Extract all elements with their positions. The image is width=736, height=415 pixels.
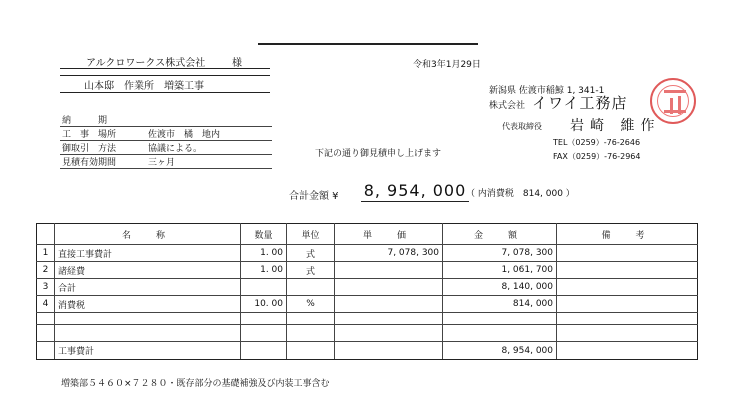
addressee-honorific: 様 (232, 58, 242, 69)
row-note (557, 262, 698, 279)
info-row-validity (60, 155, 272, 169)
info-value: 佐渡市 橘 地内 (148, 130, 221, 140)
company-fax: FAX（0259）-76-2964 (553, 152, 641, 161)
info-row-payment (60, 141, 272, 155)
table-row (37, 279, 698, 296)
estimate-message: 下記の通り御見積申し上げます (315, 149, 442, 159)
company-type: 株式会社 (489, 101, 526, 111)
company-name: イワイ工務店 (532, 94, 628, 112)
company-tel: TEL（0259）-76-2646 (553, 138, 641, 147)
row-note (557, 296, 698, 313)
row-unit-price (335, 296, 443, 313)
info-table (60, 113, 272, 169)
row-no: 3 (37, 279, 55, 296)
row-unit-price: 7, 078, 300 (335, 245, 443, 262)
total-amount-label: 合計金額 ¥ (289, 191, 339, 202)
row-no: 2 (37, 262, 55, 279)
table-row (37, 262, 698, 279)
table-row-final (37, 342, 698, 360)
representative-name: 岩崎 維作 (570, 118, 661, 134)
estimate-table (36, 223, 698, 360)
row-unit: % (287, 296, 335, 313)
info-value: 三ヶ月 (148, 158, 176, 168)
row-amount: 1, 061, 700 (443, 262, 557, 279)
header-no (37, 224, 55, 245)
header-name: 名 称 (55, 224, 241, 245)
company-seal-stamp (650, 78, 696, 124)
row-unit: 式 (287, 245, 335, 262)
row-note (557, 279, 698, 296)
info-label: 見積有効期間 (62, 158, 117, 168)
row-no: 4 (37, 296, 55, 313)
header-unit-price: 単 価 (335, 224, 443, 245)
row-unit: 式 (287, 262, 335, 279)
header-unit: 単位 (287, 224, 335, 245)
row-amount: 7, 078, 300 (443, 245, 557, 262)
info-label: 納 期 (62, 116, 108, 126)
row-qty: 1. 00 (241, 245, 287, 262)
header-qty: 数量 (241, 224, 287, 245)
project-title-box (60, 75, 270, 93)
info-row-delivery (60, 113, 272, 127)
addressee-line (60, 54, 270, 69)
table-row-empty (37, 313, 698, 325)
addressee-name: アルクロワークス株式会社 (86, 58, 206, 69)
row-qty: 1. 00 (241, 262, 287, 279)
representative-title: 代表取締役 (502, 122, 542, 131)
row-qty (241, 279, 287, 296)
row-name: 合計 (55, 279, 241, 296)
table-header-row (37, 224, 698, 245)
row-name: 直接工事費計 (55, 245, 241, 262)
row-amount: 814, 000 (443, 296, 557, 313)
table-row-empty (37, 325, 698, 342)
row-unit-price (335, 262, 443, 279)
info-label: 御取引 方法 (62, 144, 117, 154)
table-row (37, 245, 698, 262)
row-unit (287, 279, 335, 296)
info-value: 協議による。 (148, 144, 203, 154)
info-label: 工 事 場所 (62, 130, 117, 140)
header-note: 備 考 (557, 224, 698, 245)
company-address: 新潟県 佐渡市稲鯨 1, 341-1 (489, 86, 605, 96)
project-title: 山本邸 作業所 増築工事 (84, 81, 204, 92)
top-rule (258, 43, 478, 45)
row-amount: 8, 140, 000 (443, 279, 557, 296)
final-row-amount: 8, 954, 000 (443, 342, 557, 360)
final-row-name: 工事費計 (55, 342, 241, 360)
header-amount: 金 額 (443, 224, 557, 245)
row-unit-price (335, 279, 443, 296)
footnote: 増築部５４６０×７２８０・既存部分の基礎補強及び内装工事含む (61, 379, 330, 389)
info-row-site (60, 127, 272, 141)
row-note (557, 245, 698, 262)
total-amount-value: 8, 954, 000 (361, 181, 469, 202)
total-tax-note: （ 内消費税 814, 000 ） (466, 189, 575, 199)
row-no: 1 (37, 245, 55, 262)
row-qty: 10. 00 (241, 296, 287, 313)
table-row (37, 296, 698, 313)
row-name: 消費税 (55, 296, 241, 313)
row-name: 諸経費 (55, 262, 241, 279)
document-date: 令和3年1月29日 (413, 60, 481, 70)
